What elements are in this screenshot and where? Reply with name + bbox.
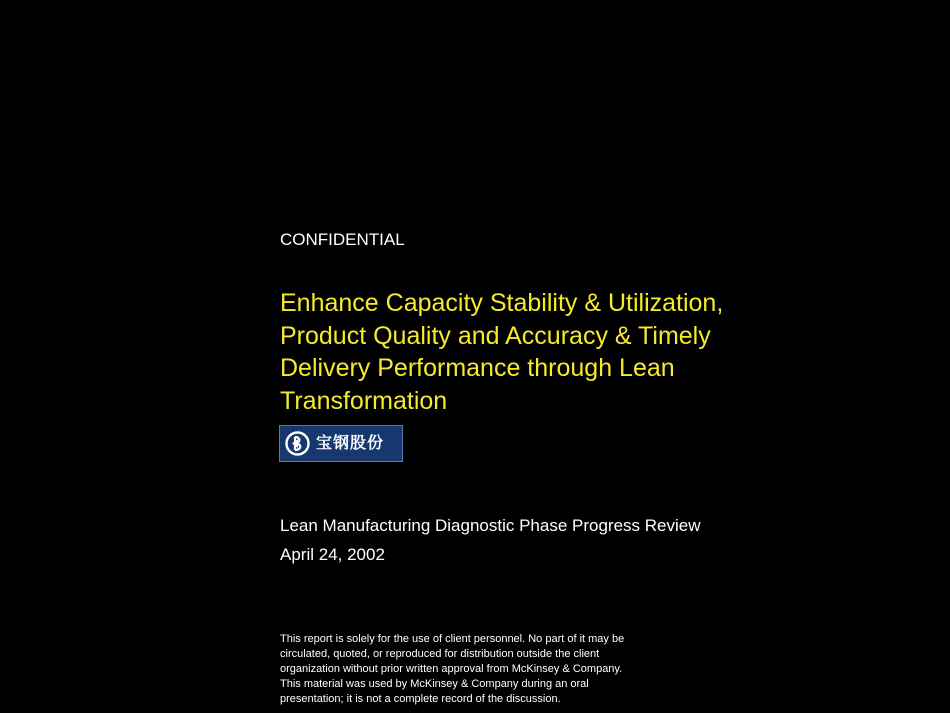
title-line-2: Product Quality and Accuracy & Timely [280, 321, 711, 350]
disclaimer-line-3: organization without prior written approval from McKinsey & Company. [280, 663, 623, 675]
disclaimer-line-5: presentation; it is not a complete record of the discussion. [280, 693, 561, 705]
presentation-subtitle: Lean Manufacturing Diagnostic Phase Progress Review [280, 516, 701, 535]
title-line-4: Transformation [280, 386, 448, 415]
presentation-title [280, 287, 780, 417]
logo-text: 宝钢股份 [316, 433, 385, 452]
confidential-label: CONFIDENTIAL [280, 230, 405, 249]
title-line-1: Enhance Capacity Stability & Utilization, [280, 289, 724, 317]
disclaimer-line-1: This report is solely for the use of client personnel. No part of it may be [280, 633, 625, 645]
baosteel-logo-icon [285, 431, 310, 456]
client-logo [279, 425, 403, 462]
disclaimer-line-2: circulated, quoted, or reproduced for distribution outside the client [280, 648, 600, 660]
disclaimer [280, 632, 624, 707]
title-line-3: Delivery Performance through Lean [280, 354, 675, 383]
disclaimer-line-4: This material was used by McKinsey & Company during an oral [280, 678, 589, 690]
presentation-date: April 24, 2002 [280, 545, 385, 564]
